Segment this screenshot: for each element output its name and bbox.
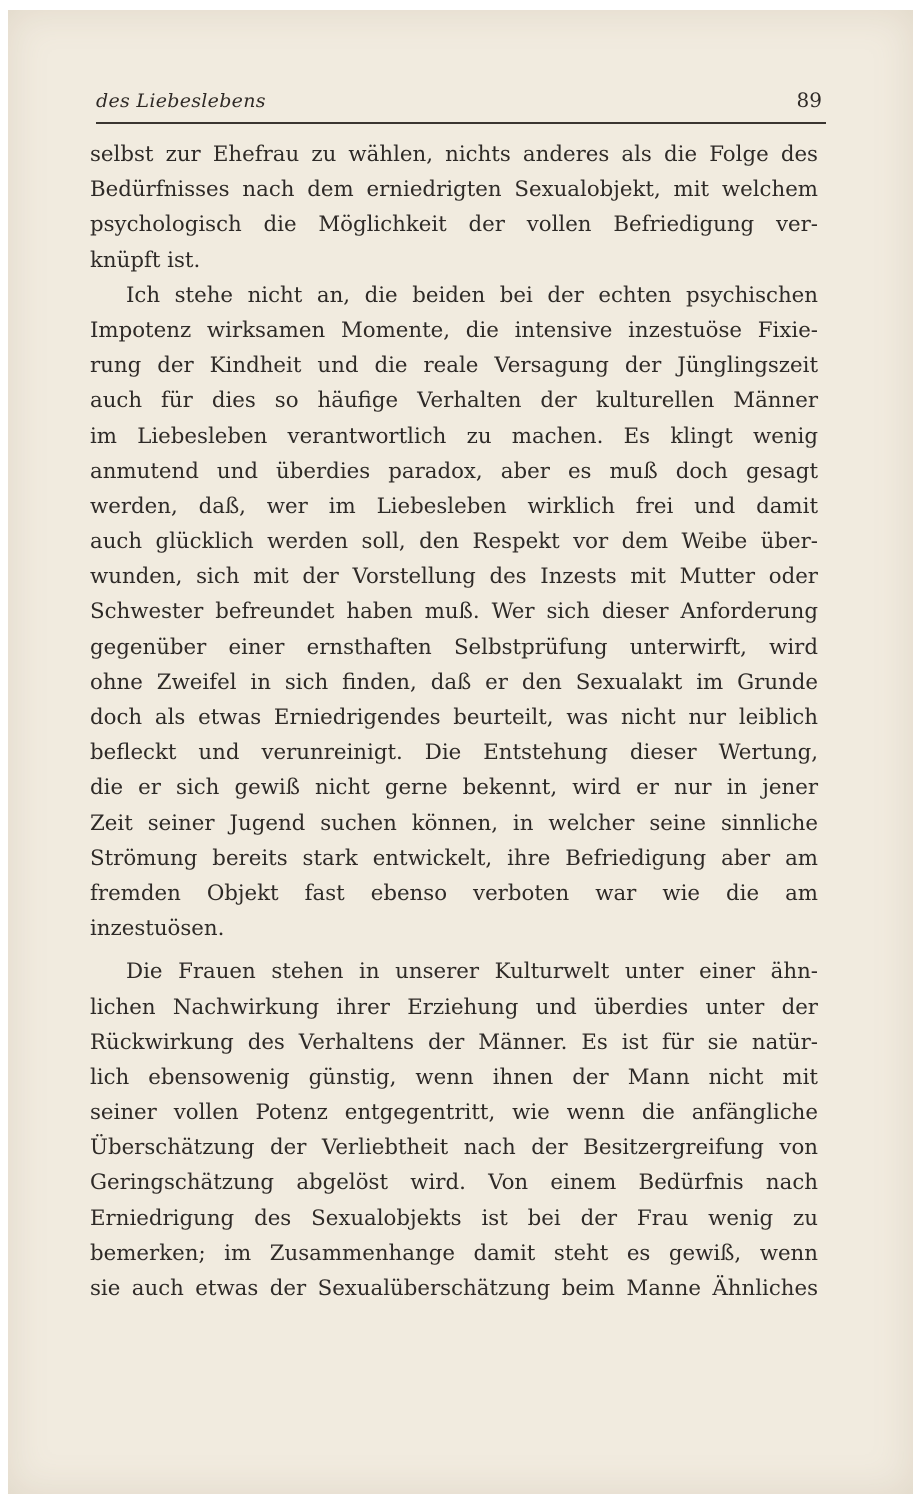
text-line: Überschätzung der Verliebtheit nach der Besitzergreifung von: [90, 1135, 818, 1161]
text-line: selbst zur Ehefrau zu wählen, nichts anderes als die Folge des: [90, 142, 818, 167]
text-line: Ich stehe nicht an, die beiden bei der echten psychischen: [126, 282, 818, 308]
paragraph: [90, 954, 818, 1306]
page-number: 89: [796, 88, 822, 112]
text-line: lich ebensowenig günstig, wenn ihnen der Mann nicht mit: [90, 1064, 818, 1090]
text-line: im Liebesleben verantwortlich zu machen. Es klingt wenig: [90, 423, 818, 449]
text-line: seiner vollen Potenz entgegentritt, wie wenn die anfängliche: [90, 1100, 818, 1126]
text-line: Strömung bereits stark entwickelt, ihre Befriedigung aber am: [90, 845, 818, 871]
text-line: auch für dies so häufige Verhalten der kulturellen Männer: [90, 388, 818, 414]
text-line: werden, daß, wer im Liebesleben wirklich frei und damit: [90, 493, 818, 519]
text-line: rung der Kindheit und die reale Versagung der Jünglingszeit: [90, 353, 818, 379]
text-line: fremden Objekt fast ebenso verboten war wie die am: [90, 880, 818, 906]
text-line: Zeit seiner Jugend suchen können, in welcher seine sinnliche: [90, 810, 818, 836]
text-line: doch als etwas Erniedrigendes beurteilt, was nicht nur leiblich: [90, 705, 818, 730]
text-line: bemerken; im Zusammenhange damit steht es gewiß, wenn: [90, 1240, 818, 1266]
body-text: [90, 137, 818, 1306]
text-line: lichen Nachwirkung ihrer Erziehung und überdies unter der: [90, 994, 818, 1020]
text-line: psychologisch die Möglichkeit der vollen Befriedigung ver-: [90, 212, 818, 238]
paragraph: [90, 278, 818, 947]
text-line: knüpft ist.: [90, 247, 201, 273]
text-line: befleckt und verunreinigt. Die Entstehung dieser Wertung,: [90, 740, 818, 766]
paragraph: [90, 137, 818, 278]
text-line: Geringschätzung abgelöst wird. Von einem Bedürfnis nach: [90, 1170, 818, 1196]
page-header: [96, 88, 826, 124]
text-line: Impotenz wirksamen Momente, die intensive inzestuöse Fixie-: [90, 317, 818, 343]
text-line: inzestuösen.: [90, 916, 225, 942]
text-line: Bedürfnisses nach dem erniedrigten Sexualobjekt, mit welchem: [90, 177, 818, 203]
text-line: Rückwirkung des Verhaltens der Männer. Es ist für sie natür-: [90, 1029, 818, 1055]
text-line: auch glücklich werden soll, den Respekt vor dem Weibe über-: [90, 529, 818, 555]
text-line: Schwester befreundet haben muß. Wer sich dieser Anforderung: [90, 599, 818, 625]
running-title: des Liebeslebens: [96, 90, 266, 112]
text-line: gegenüber einer ernsthaften Selbstprüfung unterwirft, wird: [90, 634, 818, 660]
text-line: die er sich gewiß nicht gerne bekennt, wird er nur in jener: [90, 775, 818, 801]
text-line: anmutend und überdies paradox, aber es muß doch gesagt: [90, 458, 818, 484]
text-line: ohne Zweifel in sich finden, daß er den Sexualakt im Grunde: [90, 669, 818, 695]
text-line: Die Frauen stehen in unserer Kulturwelt unter einer ähn-: [126, 959, 818, 985]
text-line: sie auch etwas der Sexualüberschätzung beim Manne Ähnliches: [90, 1276, 818, 1301]
text-line: Erniedrigung des Sexualobjekts ist bei der Frau wenig zu: [90, 1205, 818, 1231]
text-line: wunden, sich mit der Vorstellung des Inzests mit Mutter oder: [90, 564, 818, 590]
